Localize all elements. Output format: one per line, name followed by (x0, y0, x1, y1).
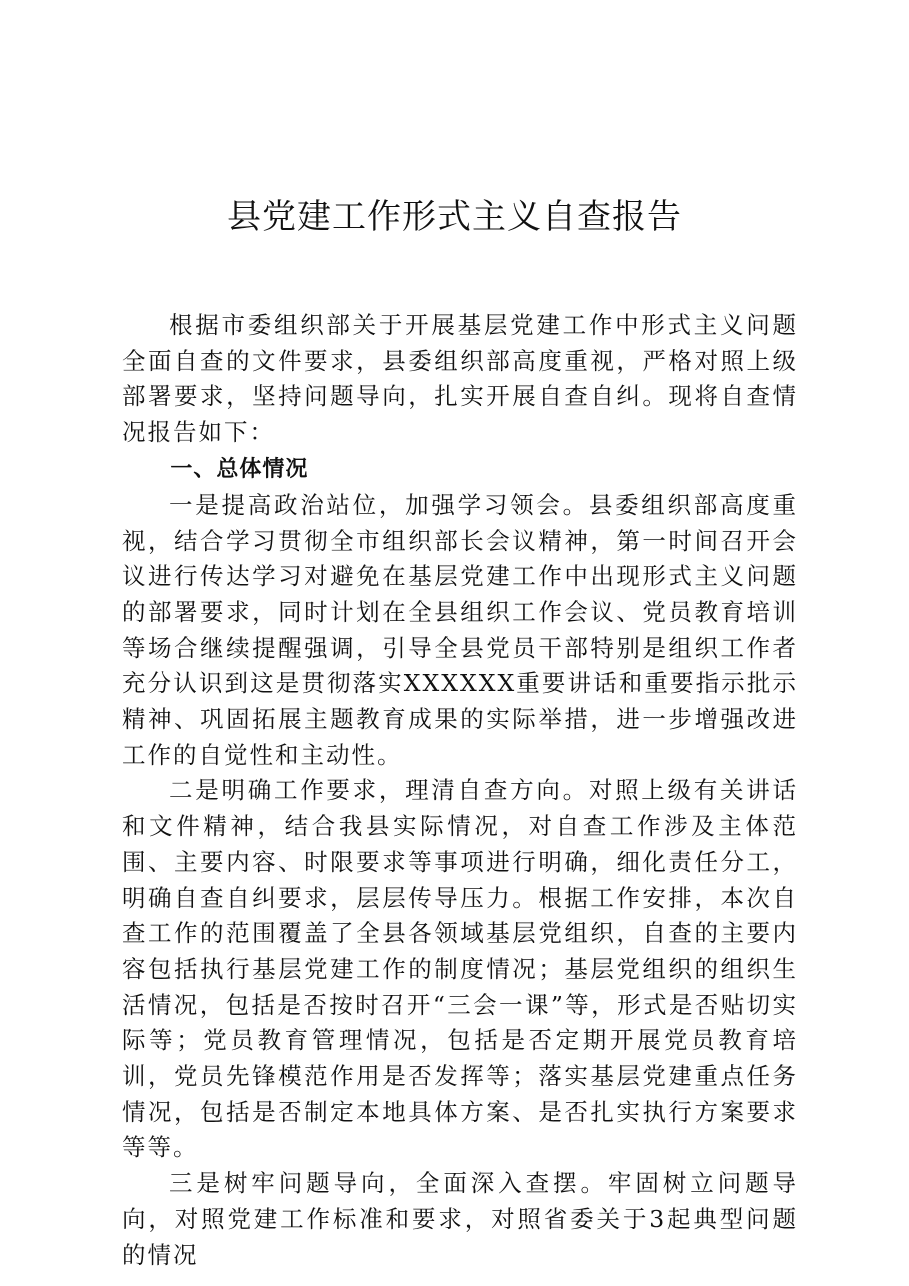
intro-paragraph: 根据市委组织部关于开展基层党建工作中形式主义问题全面自查的文件要求，县委组织部高度重视，严格对照上级部署要求，坚持问题导向，扎实开展自查自纠。现将自查情况报告如下： (122, 311, 798, 447)
document-body (122, 308, 798, 1273)
paragraph-problem-orientation: 三是树牢问题导向，全面深入查摆。牢固树立问题导向，对照党建工作标准和要求，对照省委关于3起典型问题的情况 (122, 1169, 798, 1269)
paragraph-political-stance: 一是提高政治站位，加强学习领会。县委组织部高度重视，结合学习贯彻全市组织部长会议精神，第一时间召开会议进行传达学习对避免在基层党建工作中出现形式主义问题的部署要求，同时计划在全县组织工作会议、党员教育培训等场合继续提醒强调，引导全县党员干部特别是组织工作者充分认识到这是贯彻落实XXXXXX重要讲话和重要指示批示精神、巩固拓展主题教育成果的实际举措，进一步增强改进工作的自觉性和主动性。 (122, 490, 798, 769)
section-heading-overview: 一、总体情况 (170, 456, 309, 482)
document-title: 县党建工作形式主义自查报告 (227, 197, 682, 237)
paragraph-work-requirements: 二是明确工作要求，理清自查方向。对照上级有关讲话和文件精神，结合我县实际情况，对自查工作涉及主体范围、主要内容、时限要求等事项进行明确，细化责任分工，明确自查自纠要求，层层传导压力。根据工作安排，本次自查工作的范围覆盖了全县各领域基层党组织，自查的主要内容包括执行基层党建工作的制度情况；基层党组织的组织生活情况，包括是否按时召开“三会一课”等，形式是否贴切实际等；党员教育管理情况，包括是否定期开展党员教育培训，党员先锋模范作用是否发挥等；落实基层党建重点任务情况，包括是否制定本地具体方案、是否扎实执行方案要求等等。 (122, 776, 798, 1162)
